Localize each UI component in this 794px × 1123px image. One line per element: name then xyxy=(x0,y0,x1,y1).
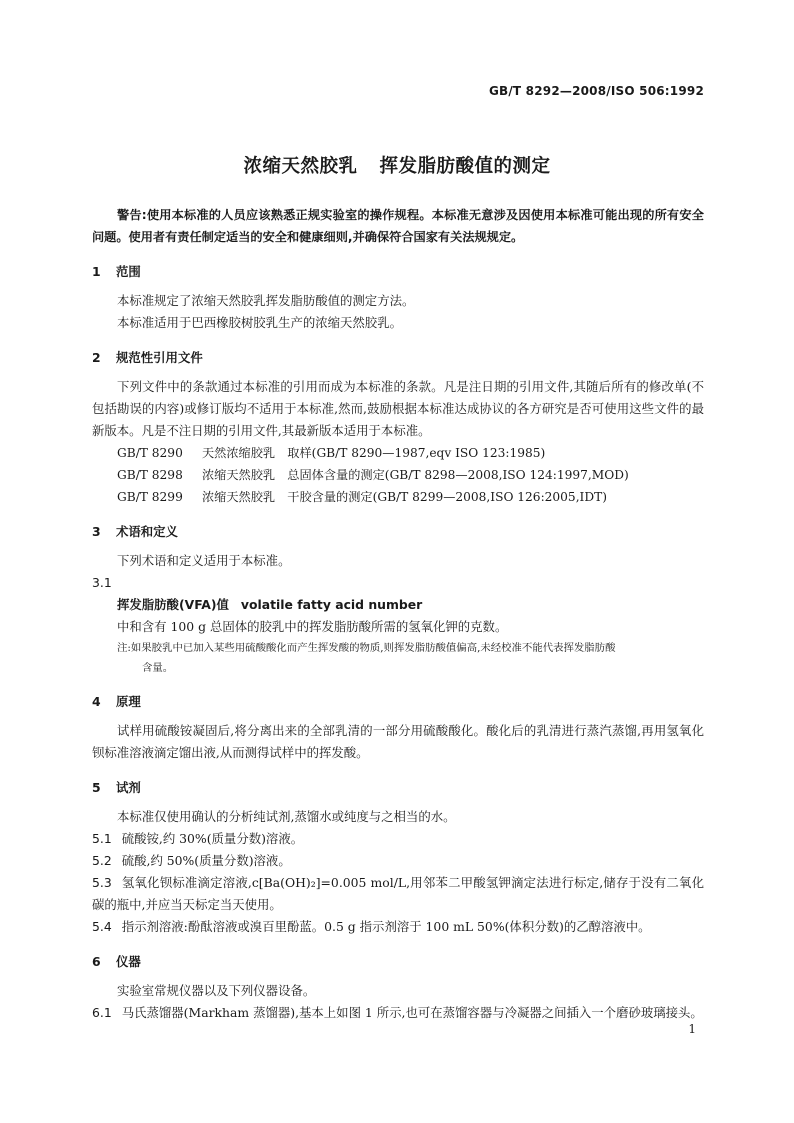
term-definition: 中和含有 100 g 总固体的胶乳中的挥发脂肪酸所需的氢氧化钾的克数。 xyxy=(117,619,508,634)
section-heading-scope: 1 范围 xyxy=(92,264,141,279)
apparatus-paragraph: 实验室常规仪器以及下列仪器设备。 xyxy=(117,983,316,998)
reference-text: 浓缩天然胶乳 干胶含量的测定(GB/T 8299—2008,ISO 126:2005,IDT) xyxy=(202,490,608,504)
title-part-2: 挥发脂肪酸值的测定 xyxy=(379,156,551,177)
section-heading-apparatus: 6 仪器 xyxy=(92,954,141,969)
section-heading-terms: 3 术语和定义 xyxy=(92,524,178,539)
term-chinese: 挥发脂肪酸(VFA)值 xyxy=(117,597,229,612)
scope-paragraph-2: 本标准适用于巴西橡胶树胶乳生产的浓缩天然胶乳。 xyxy=(117,315,402,330)
term-entry xyxy=(92,594,704,616)
term-english: volatile fatty acid number xyxy=(240,597,423,612)
safety-warning: 警告:使用本标准的人员应该熟悉正规实验室的操作规程。本标准无意涉及因使用本标准可能出现的所有安全问题。使用者有责任制定适当的安全和健康细则,并确保符合国家有关法规规定。 xyxy=(92,208,704,244)
note-line-1: 注:如果胶乳中已加入某些用硫酸酸化而产生挥发酸的物质,则挥发脂肪酸值偏高,未经校准不能代表挥发脂肪酸 xyxy=(117,642,616,654)
subclause-number: 3.1 xyxy=(92,575,112,590)
principle-paragraph: 试样用硫酸铵凝固后,将分离出来的全部乳清的一部分用硫酸酸化。酸化后的乳清进行蒸汽蒸馏,再用氢氧化钡标准溶液滴定馏出液,从而测得试样中的挥发酸。 xyxy=(92,723,704,760)
reagent-item: 5.1 硫酸铵,约 30%(质量分数)溶液。 xyxy=(92,831,304,846)
apparatus-item: 6.1 马氏蒸馏器(Markham 蒸馏器),基本上如图 1 所示,也可在蒸馏容器与冷凝器之间插入一个磨砂玻璃接头。 xyxy=(92,1005,703,1020)
reference-code: GB/T 8299 xyxy=(117,490,183,504)
standard-code: GB/T 8292—2008/ISO 506:1992 xyxy=(488,84,704,98)
reference-row xyxy=(92,486,704,508)
title-part-1: 浓缩天然胶乳 xyxy=(243,156,358,177)
references-paragraph: 下列文件中的条款通过本标准的引用而成为本标准的条款。凡是注日期的引用文件,其随后所有的修改单(不包括勘误的内容)或修订版均不适用于本标准,然而,鼓励根据本标准达成协议的各方研究是否可使用这些文件的最新版本。凡是不注日期的引用文件,其最新版本适用于本标准。 xyxy=(92,379,704,438)
reagent-item: 5.2 硫酸,约 50%(质量分数)溶液。 xyxy=(92,853,291,868)
reagents-paragraph: 本标准仅使用确认的分析纯试剂,蒸馏水或纯度与之相当的水。 xyxy=(117,809,456,824)
reference-text: 浓缩天然胶乳 总固体含量的测定(GB/T 8298—2008,ISO 124:1997,MOD) xyxy=(202,468,629,482)
reference-row xyxy=(92,442,704,464)
terms-paragraph: 下列术语和定义适用于本标准。 xyxy=(117,553,291,568)
reference-row xyxy=(92,464,704,486)
reference-code: GB/T 8298 xyxy=(117,468,183,482)
reference-text: 天然浓缩胶乳 取样(GB/T 8290—1987,eqv ISO 123:1985) xyxy=(202,446,546,460)
reagent-item: 5.3 氢氧化钡标准滴定溶液,c[Ba(OH)₂]=0.005 mol/L,用邻苯二甲酸氢钾滴定法进行标定,储存于没有二氧化碳的瓶中,并应当天标定当天使用。 xyxy=(92,875,704,912)
reagent-item: 5.4 指示剂溶液:酚酞溶液或溴百里酚蓝。0.5 g 指示剂溶于 100 mL 50%(体积分数)的乙醇溶液中。 xyxy=(92,919,651,934)
section-heading-principle: 4 原理 xyxy=(92,694,141,709)
document-title xyxy=(0,152,794,178)
note-line-2: 含量。 xyxy=(142,662,174,674)
page-number: 1 xyxy=(688,1022,696,1036)
section-heading-references: 2 规范性引用文件 xyxy=(92,350,203,365)
document-body xyxy=(92,204,704,1024)
scope-paragraph-1: 本标准规定了浓缩天然胶乳挥发脂肪酸值的测定方法。 xyxy=(117,293,415,308)
section-heading-reagents: 5 试剂 xyxy=(92,780,141,795)
reference-code: GB/T 8290 xyxy=(117,446,183,460)
